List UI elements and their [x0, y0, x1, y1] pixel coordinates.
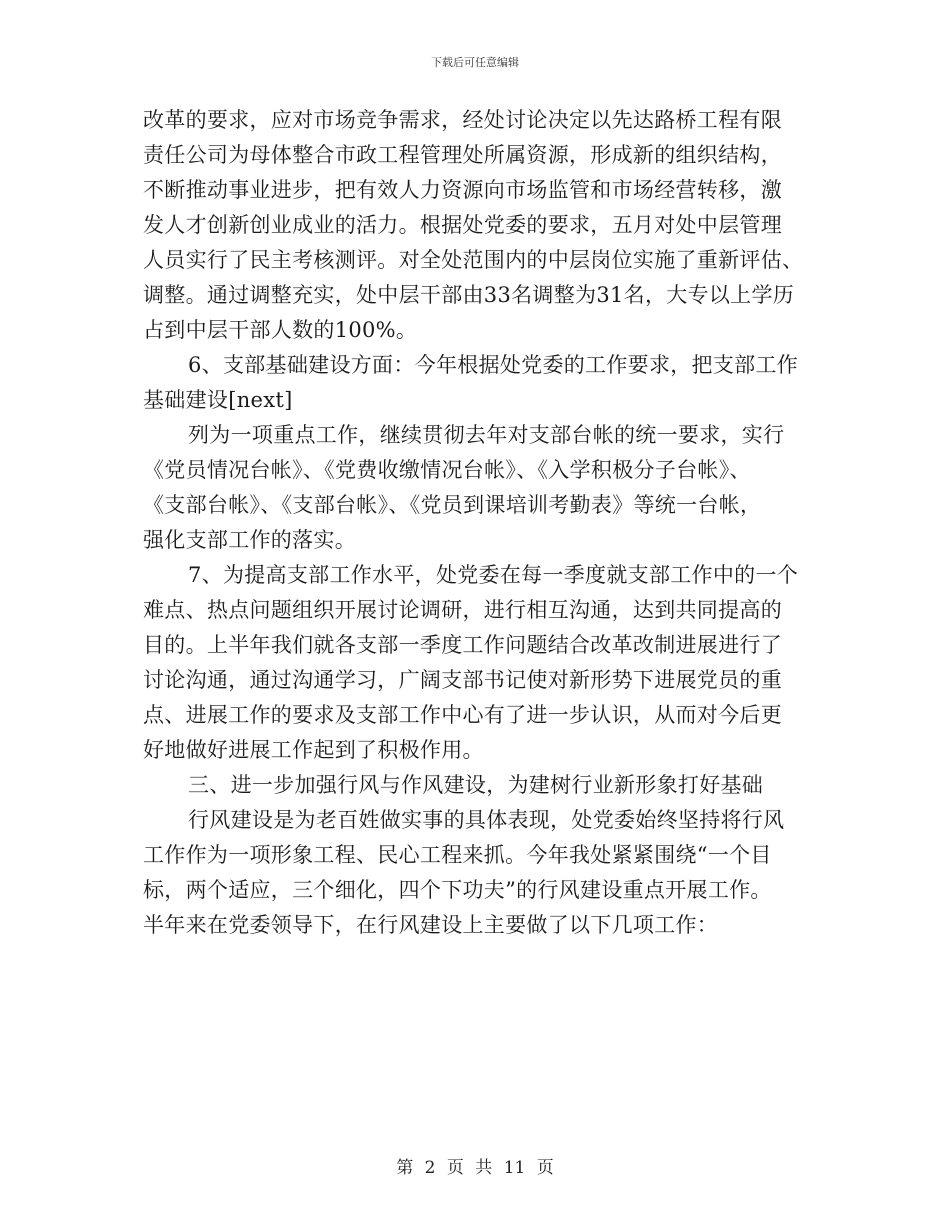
- page-number: 第 2 页 共 11 页: [396, 1158, 554, 1178]
- paragraph-line: 好地做好进展工作起到了积极作用。: [143, 738, 484, 762]
- paragraph-line: 改革的要求，应对市场竞争需求，经处讨论决定以先达路桥工程有限: [143, 108, 782, 132]
- paragraph-line: 人员实行了民主考核测评。对全处范围内的中层岗位实施了重新评估、: [143, 248, 804, 272]
- paragraph-line: 讨论沟通，通过沟通学习，广阔支部书记使对新形势下进展党员的重: [143, 668, 782, 692]
- paragraph-line: 基础建设[next]: [143, 388, 293, 412]
- page-header: 下载后可任意编辑: [431, 56, 519, 69]
- paragraph-line: 标，两个适应，三个细化，四个下功夫”的行风建设重点开展工作。: [143, 878, 772, 902]
- paragraph-line: 不断推动事业进步，把有效人力资源向市场监管和市场经营转移，激: [143, 178, 782, 202]
- paragraph-line: 《支部台帐》、《支部台帐》、《党员到课培训考勤表》等统一台帐，: [143, 493, 762, 517]
- paragraph-line: 点、进展工作的要求及支部工作中心有了进一步认识，从而对今后更: [143, 703, 782, 727]
- paragraph-line: 行风建设是为老百姓做实事的具体表现，处党委始终坚持将行风: [188, 808, 785, 832]
- paragraph-line: 工作作为一项形象工程、民心工程来抓。今年我处紧紧围绕“一个目: [143, 843, 772, 867]
- paragraph-line: 发人才创新创业成业的活力。根据处党委的要求，五月对处中层管理: [143, 213, 782, 237]
- paragraph-line: 强化支部工作的落实。: [143, 528, 356, 552]
- paragraph-line: 半年来在党委领导下，在行风建设上主要做了以下几项工作：: [143, 913, 719, 937]
- paragraph-line: 难点、热点问题组织开展讨论调研，进行相互沟通，达到共同提高的: [143, 598, 782, 622]
- paragraph-line: 占到中层干部人数的100%。: [143, 318, 418, 342]
- document-body: [143, 103, 815, 943]
- paragraph-line: 责任公司为母体整合市政工程管理处所属资源，形成新的组织结构，: [143, 143, 782, 167]
- paragraph-line: 7、为提高支部工作水平，处党委在每一季度就支部工作中的一个: [188, 563, 799, 587]
- paragraph-line: 6、支部基础建设方面：今年根据处党委的工作要求，把支部工作: [188, 353, 799, 377]
- paragraph-line: 目的。上半年我们就各支部一季度工作问题结合改革改制进展进行了: [143, 633, 782, 657]
- paragraph-line: 调整。通过调整充实，处中层干部由33名调整为31名，大专以上学历: [143, 283, 795, 307]
- paragraph-line: 《党员情况台帐》、《党费收缴情况台帐》、《入学积极分子台帐》、: [143, 458, 751, 482]
- section-heading: 三、进一步加强行风与作风建设，为建树行业新形象打好基础: [188, 773, 764, 797]
- paragraph-line: 列为一项重点工作，继续贯彻去年对支部台帐的统一要求，实行: [188, 423, 785, 447]
